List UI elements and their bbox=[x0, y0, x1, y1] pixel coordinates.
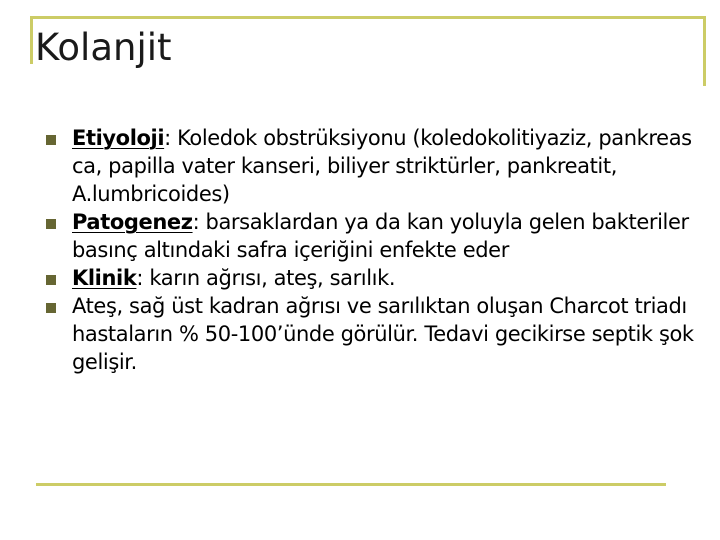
bullet-separator: : bbox=[136, 266, 150, 290]
bullet-text: barsaklardan ya da kan yoluyla gelen bakteriler basınç altındaki safra içeriğini enfekte eder bbox=[72, 210, 689, 262]
bullet-klinik bbox=[40, 264, 712, 292]
frame-bottom-line bbox=[36, 483, 666, 486]
frame-top-line bbox=[30, 16, 706, 19]
frame-left-line bbox=[30, 16, 33, 64]
square-bullet-icon bbox=[46, 135, 56, 145]
square-bullet-icon bbox=[46, 303, 56, 313]
bullet-separator: : bbox=[164, 126, 178, 150]
bullet-patogenez bbox=[40, 208, 712, 264]
bullet-text: Koledok obstrüksiyonu (koledokolitiyaziz, pankreas ca, papilla vater kanseri, biliyer striktürler, pankreatit, A.lumbricoides) bbox=[72, 126, 692, 206]
bullet-separator: : bbox=[192, 210, 206, 234]
bullet-charcot bbox=[40, 292, 712, 376]
bullet-text: karın ağrısı, ateş, sarılık. bbox=[149, 266, 396, 290]
bullet-etiyoloji bbox=[40, 124, 712, 208]
slide-title: Kolanjit bbox=[35, 26, 172, 69]
bullet-term: Etiyoloji bbox=[72, 126, 165, 150]
bullet-term: Klinik bbox=[72, 266, 137, 290]
bullet-term: Patogenez bbox=[72, 210, 193, 234]
square-bullet-icon bbox=[46, 219, 56, 229]
square-bullet-icon bbox=[46, 275, 56, 285]
bullet-list bbox=[40, 124, 712, 376]
frame-right-line bbox=[703, 16, 706, 86]
bullet-text: Ateş, sağ üst kadran ağrısı ve sarılıktan oluşan Charcot triadı hastaların % 50-100’ünde görülür. Tedavi gecikirse septik şok gelişir. bbox=[72, 294, 694, 374]
